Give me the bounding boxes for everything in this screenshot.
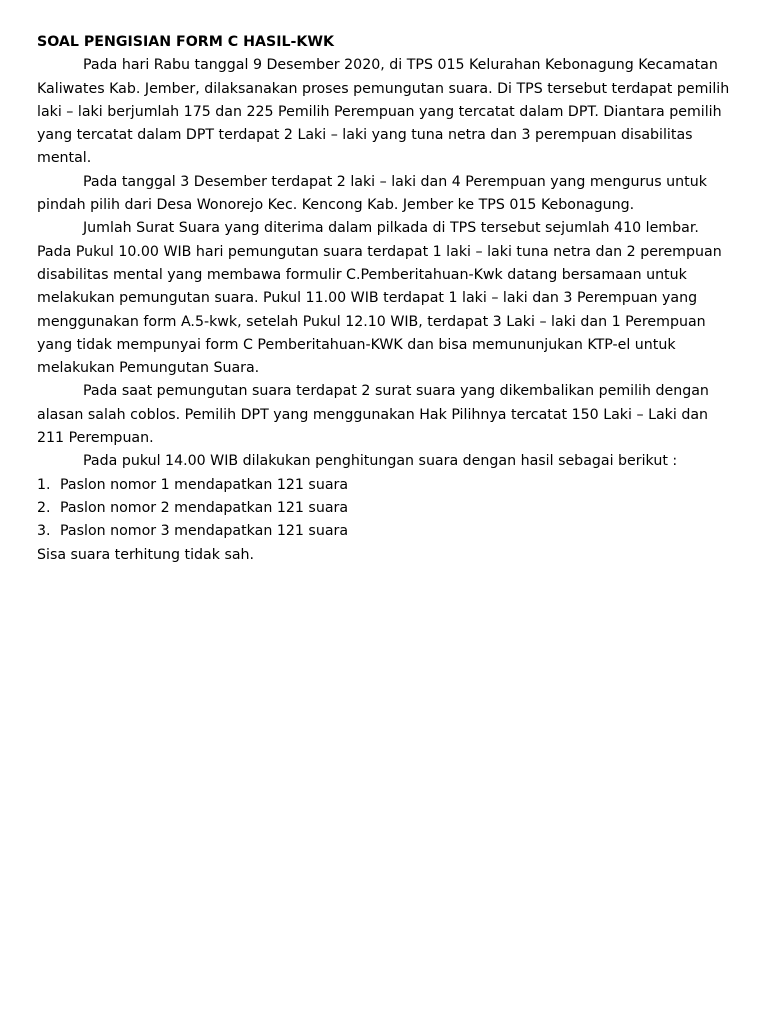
paragraph-voting-day: Pada hari Rabu tanggal 9 Desember 2020, di TPS 015 Kelurahan Kebonagung Kecamatan Kaliwates Kab. Jember, dilaksanakan proses pemungutan suara. Di TPS tersebut terdapat pemilih laki – laki berjumlah 175 dan 225 Pemilih Perempuan yang tercatat dalam DPT. Diantara pemilih yang tercatat dalam DPT terdapat 2 Laki – laki yang tuna netra dan 3 perempuan disabilitas mental.: [37, 57, 730, 167]
document-page: [37, 31, 737, 567]
list-item-text: Paslon nomor 1 mendapatkan 121 suara: [60, 476, 349, 493]
list-item-number: 2.: [37, 499, 51, 516]
paragraph-ballot-usage: Jumlah Surat Suara yang diterima dalam pilkada di TPS tersebut sejumlah 410 lembar. Pada Pukul 10.00 WIB hari pemungutan suara terdapat 1 laki – laki tuna netra dan 2 perempuan disabilitas mental yang membawa formulir C.Pemberitahuan-Kwk datang bersamaan untuk melakukan pemungutan suara. Pukul 11.00 WIB terdapat 1 laki – laki dan 3 Perempuan yang menggunakan form A.5-kwk, setelah Pukul 12.10 WIB, terdapat 3 Laki – laki dan 1 Perempuan yang tidak mempunyai form C Pemberitahuan-KWK dan bisa memununjukan KTP-el untuk melakukan Pemungutan Suara.: [37, 220, 722, 377]
paragraph-spoiled-ballots: Pada saat pemungutan suara terdapat 2 surat suara yang dikembalikan pemilih dengan alasan salah coblos. Pemilih DPT yang menggunakan Hak Pilihnya tercatat 150 Laki – Laki dan 211 Perempuan.: [37, 383, 709, 447]
list-item: [37, 520, 737, 543]
paragraph-transfer-voters: Pada tanggal 3 Desember terdapat 2 laki – laki dan 4 Perempuan yang mengurus untuk pindah pilih dari Desa Wonorejo Kec. Kencong Kab. Jember ke TPS 015 Kebonagung.: [37, 173, 707, 214]
closing-note: Sisa suara terhitung tidak sah.: [37, 546, 255, 563]
list-item: [37, 474, 737, 497]
paragraph-counting-intro: Pada pukul 14.00 WIB dilakukan penghitungan suara dengan hasil sebagai berikut :: [83, 453, 678, 470]
list-item-number: 1.: [37, 476, 51, 493]
list-item-number: 3.: [37, 523, 51, 540]
results-list: [37, 474, 737, 544]
list-item: [37, 497, 737, 520]
list-item-text: Paslon nomor 3 mendapatkan 121 suara: [60, 523, 349, 540]
list-item-text: Paslon nomor 2 mendapatkan 121 suara: [60, 499, 349, 516]
document-title: SOAL PENGISIAN FORM C HASIL-KWK: [37, 34, 335, 50]
